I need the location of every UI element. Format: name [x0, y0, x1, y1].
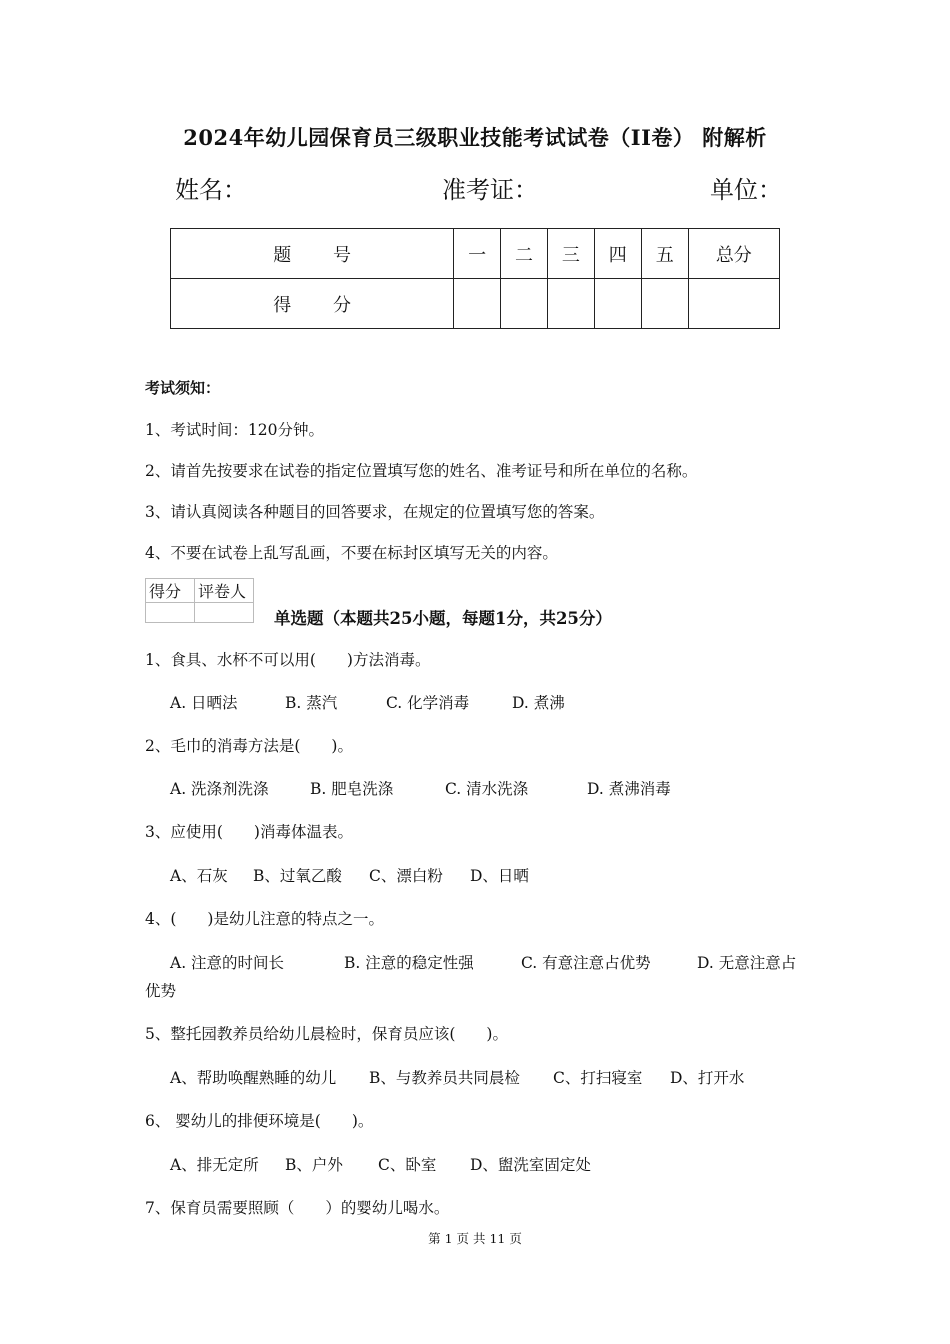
option: B. 蒸汽 — [285, 694, 338, 712]
name-field-label: 姓名： — [175, 176, 247, 204]
option: C、漂白粉 — [369, 867, 443, 885]
option: B、与教养员共同晨检 — [369, 1069, 520, 1087]
grader-name-label: 评卷人 — [195, 579, 254, 603]
option: D. 煮沸消毒 — [587, 780, 671, 798]
notice-item: 4、不要在试卷上乱写乱画，不要在标封区填写无关的内容。 — [145, 544, 558, 562]
score-table-header-cell: 总分 — [688, 229, 779, 279]
option: B、过氧乙酸 — [253, 867, 342, 885]
score-table — [170, 228, 780, 329]
score-cell[interactable] — [501, 279, 548, 329]
option: D、盥洗室固定处 — [470, 1156, 591, 1174]
question-text: 5、整托园教养员给幼儿晨检时，保育员应该( )。 — [145, 1025, 508, 1043]
option: C. 化学消毒 — [386, 694, 470, 712]
score-cell[interactable] — [547, 279, 594, 329]
score-table-header-cell: 题 号 — [171, 229, 454, 279]
notice-item: 1、考试时间：120分钟。 — [145, 421, 324, 439]
score-cell[interactable] — [688, 279, 779, 329]
option: A、排无定所 — [170, 1156, 259, 1174]
question-text: 4、( )是幼儿注意的特点之一。 — [145, 910, 384, 928]
score-table-header-cell: 一 — [454, 229, 501, 279]
question-options — [170, 691, 820, 713]
question-options — [170, 777, 820, 799]
score-cell[interactable] — [594, 279, 641, 329]
score-table-header-cell: 三 — [547, 229, 594, 279]
grader-name-cell[interactable] — [195, 603, 254, 623]
option: A. 注意的时间长 — [170, 954, 285, 972]
id-fields-row — [175, 170, 785, 204]
score-cell[interactable] — [454, 279, 501, 329]
option: D、日晒 — [470, 867, 529, 885]
unit-field-label: 单位： — [710, 176, 782, 204]
option: B. 肥皂洗涤 — [310, 780, 394, 798]
question-options — [170, 1066, 820, 1088]
grader-score-cell[interactable] — [146, 603, 195, 623]
score-table-header-row — [171, 229, 780, 279]
option: A、石灰 — [170, 867, 228, 885]
option: D. 无意注意占 — [697, 954, 797, 972]
score-table-score-row — [171, 279, 780, 329]
score-cell[interactable] — [641, 279, 688, 329]
section-title: 单选题（本题共25小题，每题1分，共25分） — [274, 609, 612, 628]
question-text: 6、 婴幼儿的排便环境是( )。 — [145, 1112, 374, 1130]
option: A. 洗涤剂洗涤 — [170, 780, 269, 798]
notice-item: 3、请认真阅读各种题目的回答要求，在规定的位置填写您的答案。 — [145, 503, 605, 521]
option: A、帮助唤醒熟睡的幼儿 — [170, 1069, 337, 1087]
option: C. 清水洗涤 — [445, 780, 529, 798]
option: B. 注意的稳定性强 — [344, 954, 474, 972]
question-options — [170, 951, 820, 973]
option: A. 日晒法 — [170, 694, 238, 712]
option: C、卧室 — [378, 1156, 437, 1174]
option-wrap-text: 优势 — [145, 982, 177, 1000]
notice-item: 2、请首先按要求在试卷的指定位置填写您的姓名、准考证号和所在单位的名称。 — [145, 462, 698, 480]
grader-box — [145, 578, 254, 623]
option: D. 煮沸 — [512, 694, 565, 712]
exam-no-field-label: 准考证： — [442, 176, 538, 204]
page-footer: 第 1 页 共 11 页 — [428, 1231, 522, 1246]
question-text: 2、毛巾的消毒方法是( )。 — [145, 737, 353, 755]
option: B、户外 — [285, 1156, 343, 1174]
score-table-header-cell: 二 — [501, 229, 548, 279]
option: C. 有意注意占优势 — [521, 954, 651, 972]
score-row-label: 得 分 — [171, 279, 454, 329]
option: D、打开水 — [670, 1069, 745, 1087]
question-text: 3、应使用( )消毒体温表。 — [145, 823, 353, 841]
notice-title: 考试须知： — [145, 379, 221, 397]
question-options — [170, 1153, 820, 1175]
score-table-header-cell: 四 — [594, 229, 641, 279]
question-text: 1、食具、水杯不可以用( )方法消毒。 — [145, 651, 431, 669]
page-title: 2024年幼儿园保育员三级职业技能考试试卷（II卷） 附解析 — [183, 125, 767, 150]
question-text: 7、保育员需要照顾（ ）的婴幼儿喝水。 — [145, 1199, 450, 1217]
option: C、打扫寝室 — [553, 1069, 643, 1087]
question-options — [170, 864, 820, 886]
score-table-header-cell: 五 — [641, 229, 688, 279]
grader-score-label: 得分 — [146, 579, 195, 603]
